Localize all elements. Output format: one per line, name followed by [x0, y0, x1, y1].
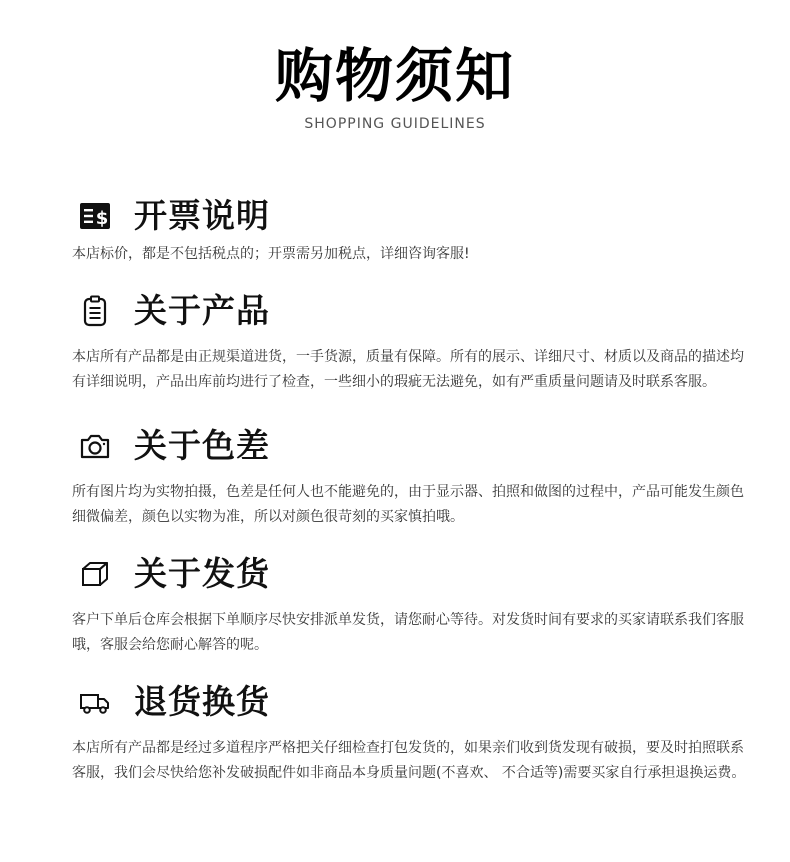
section-body: 本店标价，都是不包括税点的；开票需另加税点，详细咨询客服! [72, 246, 470, 262]
invoice-icon [78, 200, 112, 232]
section-title: 开票说明 [134, 196, 270, 235]
section-header [72, 285, 752, 337]
section-invoice [72, 190, 752, 267]
page-title: 购物须知 [274, 42, 515, 110]
section-body: 所有图片均为实物拍摄，色差是任何人也不能避免的，由于显示器、拍照和做图的过程中，产品可能发生颜色细微偏差，颜色以实物为准，所以对颜色很苛刻的买家慎拍哦。 [72, 484, 744, 525]
section-body: 客户下单后仓库会根据下单顺序尽快安排派单发货，请您耐心等待。对发货时间有要求的买家请联系我们客服哦，客服会给您耐心解答的呢。 [72, 612, 744, 653]
section-header [72, 420, 752, 472]
page-subtitle: SHOPPING GUIDELINES [304, 116, 486, 132]
section-shipping [72, 548, 752, 658]
section-header [72, 190, 752, 242]
section-body: 本店所有产品都是由正规渠道进货，一手货源，质量有保障。所有的展示、详细尺寸、材质以及商品的描述均有详细说明，产品出库前均进行了检查，一些细小的瑕疵无法避免，如有严重质量问题请及时联系客服。 [72, 349, 744, 390]
clipboard-icon [78, 295, 112, 327]
camera-icon [78, 430, 112, 462]
section-returns [72, 676, 752, 786]
section-title: 关于产品 [134, 291, 270, 330]
svg-text:$: $ [95, 208, 109, 229]
section-header [72, 548, 752, 600]
box-icon [78, 558, 112, 590]
section-title: 退货换货 [134, 682, 270, 721]
section-title: 关于色差 [134, 426, 270, 465]
section-body: 本店所有产品都是经过多道程序严格把关仔细检查打包发货的，如果亲们收到货发现有破损，要及时拍照联系客服，我们会尽快给您补发破损配件如非商品本身质量问题(不喜欢、 不合适等)需要买家自行承担退换运费。 [72, 740, 746, 781]
section-product [72, 285, 752, 395]
truck-icon [78, 686, 112, 718]
section-color [72, 420, 752, 530]
section-header [72, 676, 752, 728]
section-title: 关于发货 [134, 554, 270, 593]
